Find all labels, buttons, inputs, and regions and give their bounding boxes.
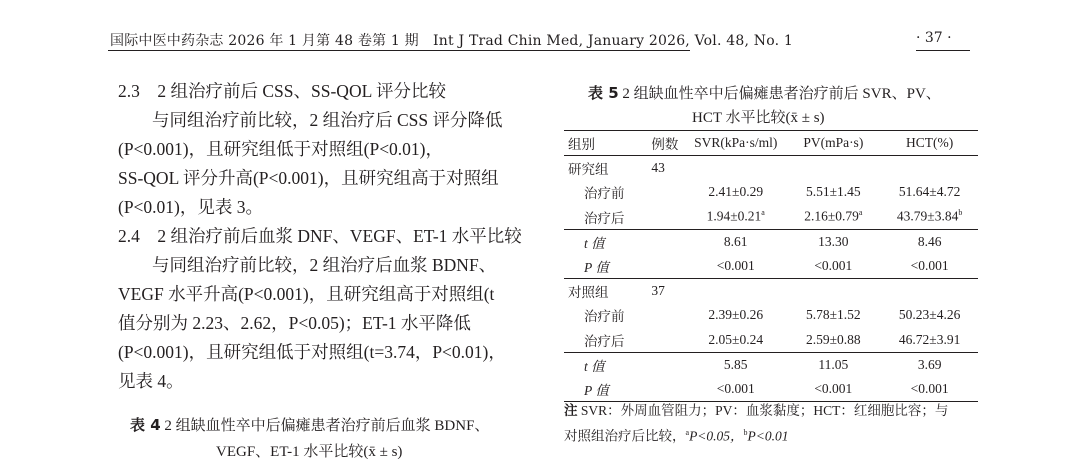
note-line2: 对照组治疗后比较，$^a$P<0.05，$^b$P<0.01	[564, 428, 789, 444]
table4-caption-line2: VEGF、ET-1 水平比较(x̄ ± s)	[216, 444, 403, 460]
table-row	[564, 205, 978, 230]
group-n: 43	[651, 160, 665, 176]
cell-value: 5.78±1.52	[805, 307, 861, 323]
note-line1: 注 SVR：外周血管阻力；PV：血浆黏度；HCT：红细胞比容；与	[564, 403, 949, 419]
table-row	[564, 279, 978, 304]
row-label: P 值	[584, 260, 609, 276]
cell-value: <0.001	[716, 258, 755, 274]
table-header-row	[564, 131, 978, 156]
cell-value: 2.39±0.26	[708, 307, 764, 323]
paragraph-line: 与同组治疗前比较，2 组治疗后 CSS 评分降低	[152, 110, 503, 130]
col-pv: PV(mPa·s)	[785, 131, 881, 156]
journal-running-head: 国际中医中药杂志 2026 年 1 月第 48 卷第 1 期 Int J Trad Chin Med, January 2026, Vol. 48, No. 1	[110, 33, 793, 49]
cell-value: 11.05	[785, 352, 881, 377]
table5	[564, 130, 978, 402]
table-row	[564, 352, 978, 377]
paragraph-line: 值分别为 2.23、2.62，P<0.05)；ET-1 水平降低	[118, 313, 471, 333]
cell-value: 8.46	[881, 229, 978, 254]
cell-value: <0.001	[814, 258, 853, 274]
row-label: 治疗前	[584, 309, 625, 325]
group-n: 37	[651, 279, 686, 304]
cell-value: 3.69	[881, 352, 978, 377]
cell-value: <0.001	[881, 377, 978, 402]
col-n: 例数	[651, 131, 686, 156]
cell-value: <0.001	[785, 377, 881, 402]
table-row	[564, 328, 978, 353]
row-label: 治疗后	[584, 210, 625, 226]
col-group: 组别	[564, 131, 651, 156]
header-rule	[108, 50, 690, 51]
table-row	[564, 180, 978, 204]
page-number: · 37 ·	[916, 30, 952, 46]
table5-caption-line1: 2 组缺血性卒中后偏瘫患者治疗前后 SVR、PV、	[622, 86, 941, 102]
table-row	[564, 377, 978, 402]
cell-value: 43.79±3.84$^b$	[896, 208, 963, 224]
note-label: 注	[564, 403, 578, 419]
cell-value: 46.72±3.91	[898, 331, 961, 347]
cell-value: 2.41±0.29	[708, 184, 764, 200]
header-rule-right	[916, 50, 970, 51]
table-row	[564, 254, 978, 279]
table4-caption-line1: 2 组缺血性卒中后偏瘫患者治疗前后血浆 BDNF、	[164, 418, 490, 434]
table-row	[564, 303, 978, 327]
cell-value: 2.16±0.79$^a$	[804, 208, 863, 224]
paragraph-line: (P<0.01)，见表 3。	[118, 197, 264, 217]
cell-value: 5.51±1.45	[805, 184, 861, 200]
cell-value: 2.59±0.88	[805, 331, 861, 347]
cell-value: 50.23±4.26	[898, 307, 961, 323]
cell-value: 2.05±0.24	[708, 331, 764, 347]
paragraph-line: 见表 4。	[118, 371, 184, 391]
paragraph-line: SS-QOL 评分升高(P<0.001)，且研究组高于对照组	[118, 168, 499, 188]
row-label: P 值	[564, 377, 651, 402]
table4-label: 表 4	[130, 416, 161, 434]
table-row	[564, 229, 978, 254]
col-hct: HCT(%)	[881, 131, 978, 156]
col-svr: SVR(kPa·s/ml)	[686, 131, 785, 156]
paragraph-line: 与同组治疗前比较，2 组治疗后血浆 BDNF、	[152, 255, 497, 275]
cell-value: 13.30	[785, 229, 881, 254]
cell-value: 5.85	[686, 352, 785, 377]
table5-caption-line2: HCT 水平比较(x̄ ± s)	[692, 110, 825, 126]
row-label: 治疗前	[584, 186, 625, 202]
paragraph-line: VEGF 水平升高(P<0.001)，且研究组高于对照组(t	[118, 284, 495, 304]
paragraph-line: (P<0.001)，且研究组低于对照组(t=3.74，P<0.01)，	[118, 342, 506, 362]
cell-value: <0.001	[686, 377, 785, 402]
table5-caption	[588, 82, 941, 103]
row-label: 治疗后	[584, 333, 625, 349]
page-header	[0, 0, 1080, 56]
table4-caption	[130, 414, 489, 435]
group-name: 研究组	[568, 162, 609, 178]
table-row	[564, 156, 978, 181]
cell-value: 8.61	[686, 229, 785, 254]
cell-value: 51.64±4.72	[898, 184, 961, 200]
cell-value: <0.001	[910, 258, 949, 274]
table5-note	[564, 400, 984, 448]
group-name: 对照组	[564, 279, 651, 304]
paragraph-line: (P<0.001)，且研究组低于对照组(P<0.01)，	[118, 139, 444, 159]
table5-label: 表 5	[588, 84, 619, 102]
section-2-4-heading: 2.4 2 组治疗前后血浆 DNF、VEGF、ET-1 水平比较	[118, 226, 522, 246]
cell-value: 1.94±0.21$^a$	[706, 208, 765, 224]
row-label: t 值	[564, 352, 651, 377]
section-2-3-heading: 2.3 2 组治疗前后 CSS、SS-QOL 评分比较	[118, 81, 446, 101]
row-label: t 值	[564, 229, 651, 254]
